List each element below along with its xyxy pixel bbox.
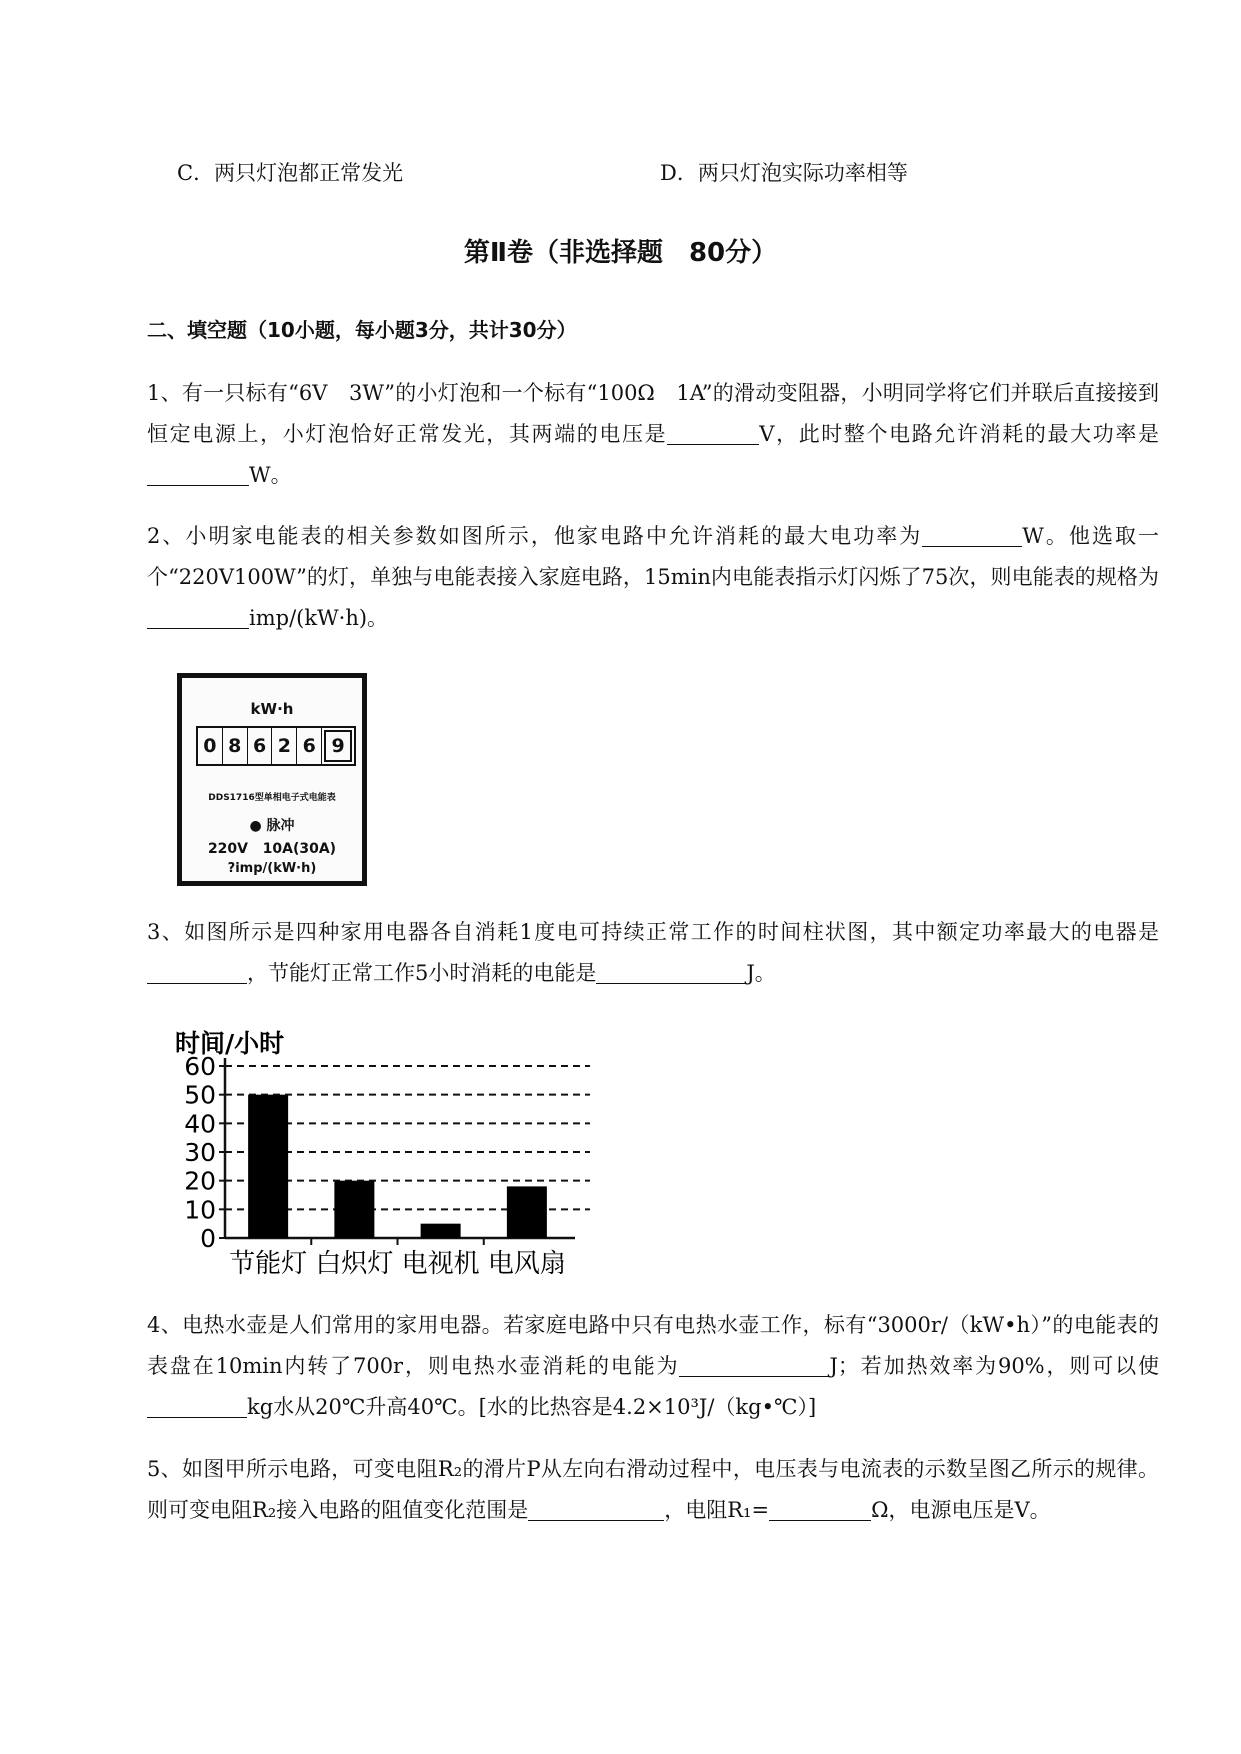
bar-chart (170, 1017, 620, 1287)
meter-digit: 8 (223, 728, 248, 764)
answer-blank[interactable] (147, 1391, 247, 1418)
option-c: C．两只灯泡都正常发光 (177, 161, 404, 185)
meter-unit: kW·h (250, 700, 294, 718)
meter-pulse: ● 脉冲 (249, 818, 295, 834)
question-2: 2、小明家电能表的相关参数如图所示，他家电路中允许消耗的最大电功率为 W。他选取一个“220V100W”的灯，单独与电能表接入家庭电路，15min内电能表指示灯闪烁了75次，则电能表的规格为imp/(kW·h)。 (147, 516, 1159, 639)
meter-digit: 6 (248, 728, 273, 764)
section-heading: 二、填空题（10小题，每小题3分，共计30分） (147, 318, 577, 342)
bar-chart-svg (170, 1017, 620, 1287)
y-tick-label: 20 (184, 1166, 216, 1196)
y-tick-label: 50 (184, 1080, 216, 1110)
bar (421, 1224, 461, 1238)
part-title: 第Ⅱ卷（非选择题 80分） (463, 238, 778, 268)
y-tick-label: 30 (184, 1138, 216, 1167)
x-category-label: 电视机 (401, 1249, 480, 1279)
bar (334, 1181, 374, 1238)
answer-blank[interactable] (769, 1494, 871, 1521)
answer-blank[interactable] (596, 957, 746, 984)
bar (248, 1095, 288, 1238)
meter-digits (196, 726, 356, 766)
answer-blank[interactable] (147, 459, 249, 486)
question-4: 4、电热水壶是人们常用的家用电器。若家庭电路中只有电热水壶工作，标有“3000r/（kW•h）”的电能表的表盘在10min内转了700r，则电热水壶消耗的电能为 J；若加热效率为90%，则可以使kg水从20℃升高40℃。[水的比热容是4.2×10³J/（kg•℃）] (147, 1313, 1159, 1419)
x-category-label: 节能灯 (229, 1249, 308, 1279)
answer-blank[interactable] (922, 520, 1022, 547)
meter-digit: 9 (324, 730, 352, 762)
question-3: 3、如图所示是四种家用电器各自消耗1度电可持续正常工作的时间柱状图，其中额定功率最大的电器是，节能灯正常工作5小时消耗的电能是 J。 (147, 920, 1159, 985)
option-d: D．两只灯泡实际功率相等 (660, 161, 908, 185)
meter-imp: ?imp/(kW·h) (227, 861, 317, 876)
electric-meter-figure (177, 673, 367, 886)
question-5: 5、如图甲所示电路，可变电阻R₂的滑片P从左向右滑动过程中，电压表与电流表的示数呈图乙所示的规律。则可变电阻R₂接入电路的阻值变化范围是 ，电阻R₁= Ω，电源电压是V。 (147, 1457, 1159, 1522)
pulse-light-icon: ● (249, 818, 262, 834)
answer-blank[interactable] (147, 602, 249, 629)
answer-blank[interactable] (528, 1494, 664, 1521)
meter-digit: 2 (272, 728, 297, 764)
y-tick-label: 0 (200, 1224, 216, 1253)
y-tick-label: 40 (184, 1109, 216, 1139)
y-tick-label: 10 (184, 1195, 216, 1225)
meter-model: DDS1716型单相电子式电能表 (208, 793, 336, 803)
question-1: 1、有一只标有“6V 3W”的小灯泡和一个标有“100Ω 1A”的滑动变阻器，小明同学将它们并联后直接接到恒定电源上，小灯泡恰好正常发光，其两端的电压是 V，此时整个电路允许消耗的最大功率是W。 (147, 381, 1159, 487)
answer-blank[interactable] (147, 957, 247, 984)
meter-spec: 220V 10A(30A) (207, 841, 337, 857)
x-category-label: 电风扇 (487, 1249, 566, 1279)
meter-digit: 0 (198, 728, 223, 764)
y-axis-label: 时间/小时 (175, 1029, 285, 1058)
answer-blank[interactable] (667, 418, 759, 445)
answer-blank[interactable] (679, 1350, 829, 1377)
y-tick-label: 60 (184, 1052, 216, 1081)
bar (507, 1186, 547, 1238)
meter-digit: 6 (297, 728, 322, 764)
x-category-label: 白炽灯 (315, 1249, 394, 1279)
